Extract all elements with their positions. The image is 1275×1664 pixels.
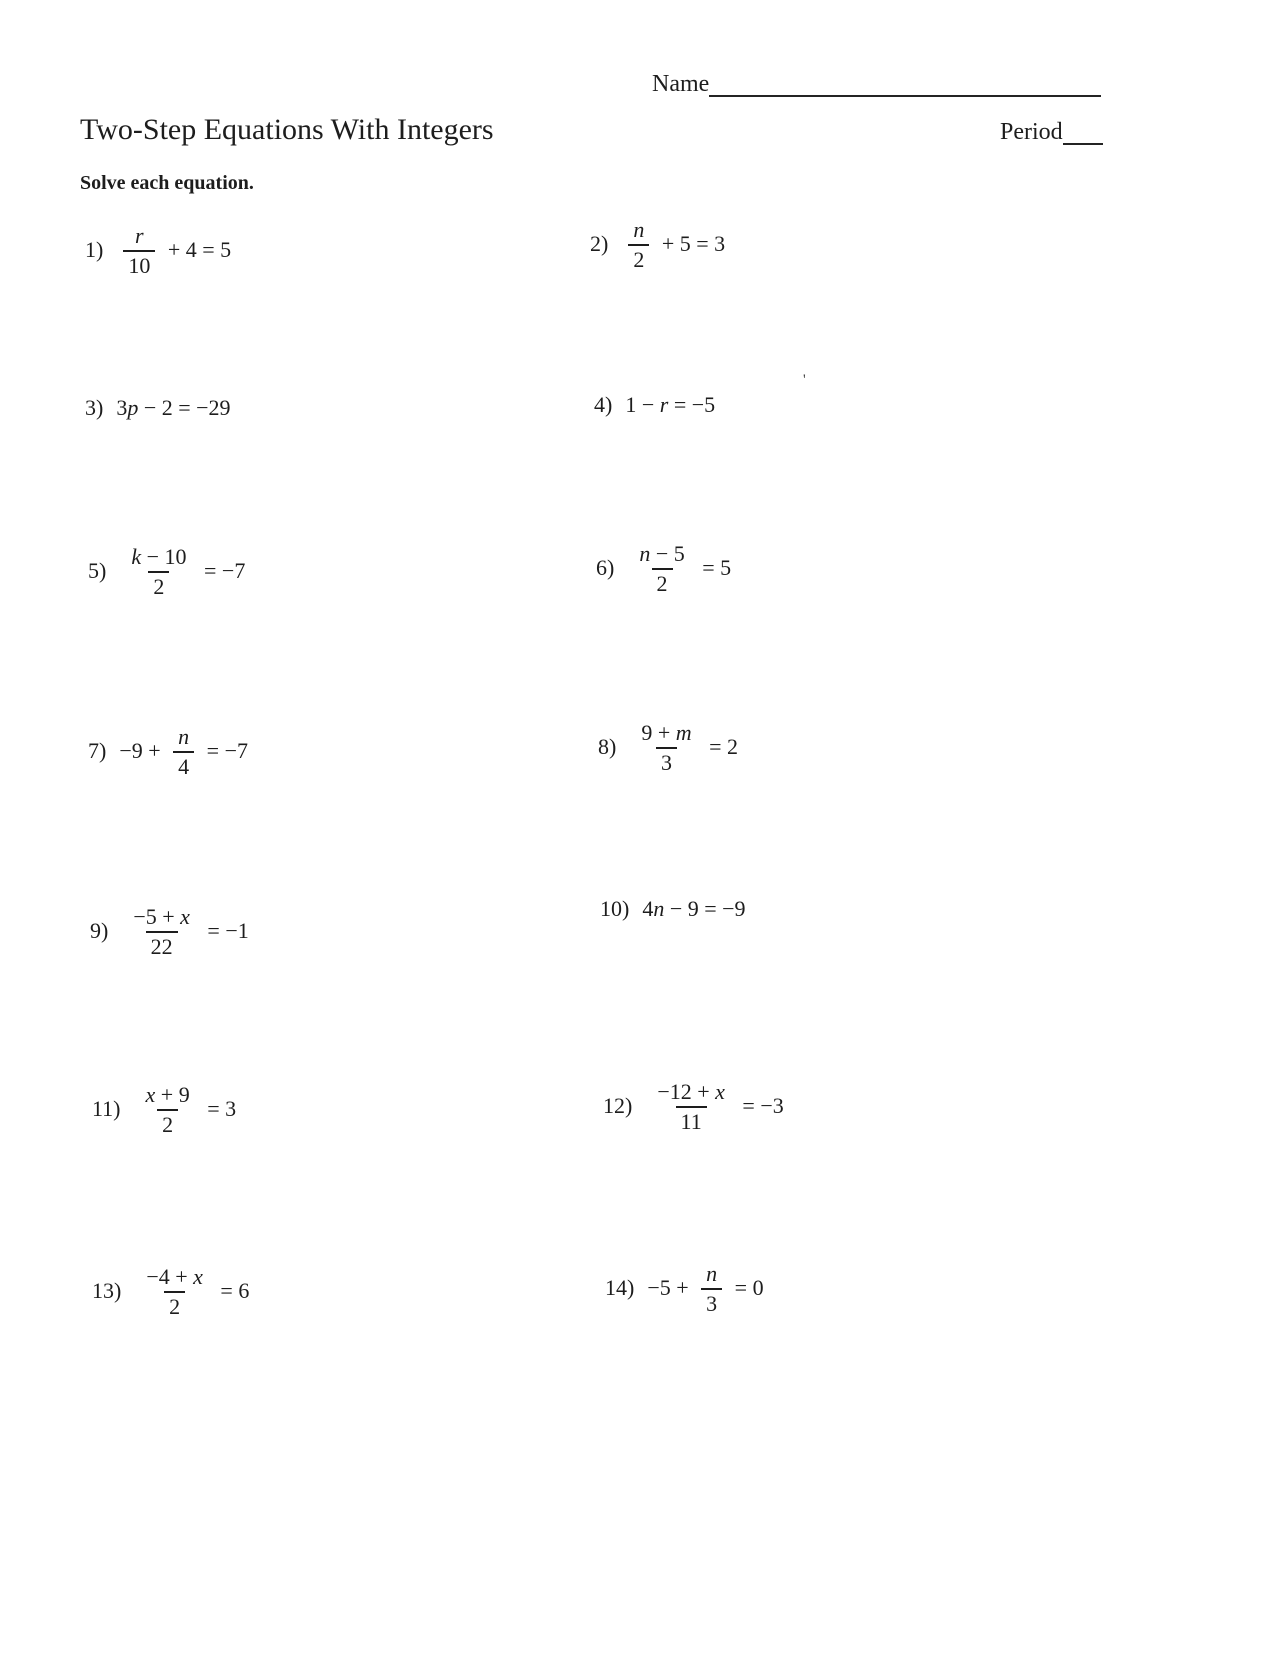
equation	[642, 896, 745, 922]
fraction	[173, 723, 194, 780]
math-text: 2	[633, 246, 645, 272]
period-label: Period	[1000, 118, 1063, 145]
math-text: − 5	[650, 541, 685, 566]
equation	[119, 543, 245, 600]
period-field-row	[1000, 118, 1103, 145]
problem-13	[92, 1263, 249, 1320]
variable: n	[633, 217, 645, 242]
fraction-numerator	[130, 222, 149, 250]
problem-3	[85, 395, 231, 421]
fraction-denominator	[164, 1291, 185, 1321]
fraction	[652, 1078, 730, 1135]
fraction-numerator	[628, 216, 649, 244]
equation	[647, 1260, 763, 1317]
math-text: −12 +	[657, 1079, 716, 1104]
problem-number: 5)	[88, 558, 107, 584]
math-text: = 3	[201, 1096, 237, 1122]
problem-9	[90, 903, 249, 960]
equation	[627, 540, 731, 597]
problem-10	[600, 896, 746, 922]
math-text: = 5	[696, 555, 732, 581]
math-text: 2	[169, 1293, 181, 1319]
variable: m	[675, 720, 692, 745]
problem-number: 2)	[590, 231, 609, 257]
problem-14	[605, 1260, 764, 1317]
fraction	[126, 543, 191, 600]
math-text: −9 +	[119, 738, 167, 764]
variable: x	[145, 1082, 156, 1107]
math-text: = −7	[198, 558, 246, 584]
math-text: 3	[116, 395, 128, 420]
math-text: = −5	[668, 392, 716, 417]
problem-number: 8)	[598, 734, 617, 760]
math-text: = 2	[703, 734, 739, 760]
math-text: 4	[642, 896, 654, 921]
fraction-denominator	[157, 1109, 178, 1139]
equation	[621, 216, 725, 273]
problem-8	[598, 719, 738, 776]
fraction-denominator	[652, 568, 673, 598]
math-text: 11	[680, 1108, 702, 1134]
variable: n	[706, 1261, 718, 1286]
math-text: 10	[128, 252, 151, 278]
fraction	[628, 216, 649, 273]
name-field-row	[652, 70, 1101, 97]
problem-number: 6)	[596, 555, 615, 581]
math-text: + 5 = 3	[656, 231, 726, 257]
fraction-numerator	[634, 540, 689, 568]
math-text: + 4 = 5	[162, 237, 232, 263]
problem-number: 3)	[85, 395, 104, 420]
equation	[645, 1078, 783, 1135]
name-blank-line	[709, 70, 1101, 97]
variable: n	[639, 541, 651, 566]
math-text: = −1	[201, 918, 249, 944]
equation	[116, 395, 230, 421]
problem-number: 14)	[605, 1275, 635, 1301]
math-text: −4 +	[146, 1264, 194, 1289]
equation	[119, 723, 248, 780]
equation	[116, 222, 231, 279]
variable: p	[127, 395, 139, 420]
fraction-numerator	[128, 903, 195, 931]
fraction-denominator	[148, 571, 169, 601]
math-text: 1 −	[625, 392, 660, 417]
fraction	[141, 1081, 195, 1138]
variable: r	[659, 392, 669, 417]
fraction	[123, 222, 155, 279]
variable: k	[131, 544, 142, 569]
problem-number: 4)	[594, 392, 613, 417]
math-text: = −3	[736, 1093, 784, 1119]
problem-number: 7)	[88, 738, 107, 764]
math-text: 2	[656, 570, 668, 596]
fraction-numerator	[126, 543, 191, 571]
problem-number: 1)	[85, 237, 104, 263]
fraction-denominator	[173, 751, 194, 781]
math-text: 22	[150, 933, 173, 959]
problem-4	[594, 392, 715, 418]
math-text: 3	[660, 749, 672, 775]
math-text: 3	[706, 1290, 718, 1316]
math-text: 4	[178, 753, 190, 779]
problem-6	[596, 540, 731, 597]
fraction-numerator	[701, 1260, 722, 1288]
period-blank-line	[1063, 118, 1103, 145]
math-text: − 9 = −9	[664, 896, 746, 921]
fraction	[634, 540, 689, 597]
problem-2	[590, 216, 725, 273]
math-text: −5 +	[647, 1275, 695, 1301]
problem-number: 13)	[92, 1278, 122, 1304]
scan-artifact: '	[803, 372, 806, 388]
fraction-numerator	[141, 1081, 195, 1109]
fraction-numerator	[652, 1078, 730, 1106]
fraction-numerator	[173, 723, 194, 751]
problem-5	[88, 543, 245, 600]
problem-1	[85, 222, 231, 279]
math-text: − 10	[141, 544, 187, 569]
equation	[121, 903, 248, 960]
page-title: Two-Step Equations With Integers	[80, 113, 494, 146]
name-label: Name	[652, 70, 710, 97]
math-text: −5 +	[133, 904, 181, 929]
variable: x	[715, 1079, 725, 1104]
fraction	[636, 719, 696, 776]
fraction-denominator	[123, 250, 155, 280]
fraction	[141, 1263, 208, 1320]
fraction	[128, 903, 195, 960]
fraction-denominator	[656, 747, 677, 777]
math-text: = 0	[729, 1275, 764, 1301]
equation	[134, 1263, 249, 1320]
math-text: + 9	[155, 1082, 190, 1107]
fraction-denominator	[628, 244, 649, 274]
fraction-denominator	[676, 1106, 707, 1136]
problem-number: 12)	[603, 1093, 633, 1119]
problem-number: 9)	[90, 918, 109, 944]
fraction-numerator	[141, 1263, 208, 1291]
math-text: 2	[162, 1111, 174, 1137]
instruction-text: Solve each equation.	[80, 172, 254, 194]
math-text: 9 +	[641, 720, 676, 745]
variable: r	[135, 223, 144, 248]
variable: n	[653, 896, 665, 921]
variable: x	[193, 1264, 203, 1289]
variable: n	[178, 724, 190, 749]
problem-7	[88, 723, 248, 780]
equation	[134, 1081, 237, 1138]
problem-12	[603, 1078, 784, 1135]
math-text: 2	[153, 573, 165, 599]
variable: x	[180, 904, 190, 929]
problem-number: 11)	[92, 1096, 121, 1122]
equation	[629, 719, 738, 776]
math-text: − 2 = −29	[138, 395, 231, 420]
fraction-numerator	[636, 719, 696, 747]
problem-11	[92, 1081, 236, 1138]
math-text: = 6	[214, 1278, 250, 1304]
fraction	[701, 1260, 722, 1317]
equation	[625, 392, 715, 418]
math-text: = −7	[201, 738, 248, 764]
fraction-denominator	[146, 931, 178, 961]
fraction-denominator	[701, 1288, 722, 1318]
problem-number: 10)	[600, 896, 630, 921]
